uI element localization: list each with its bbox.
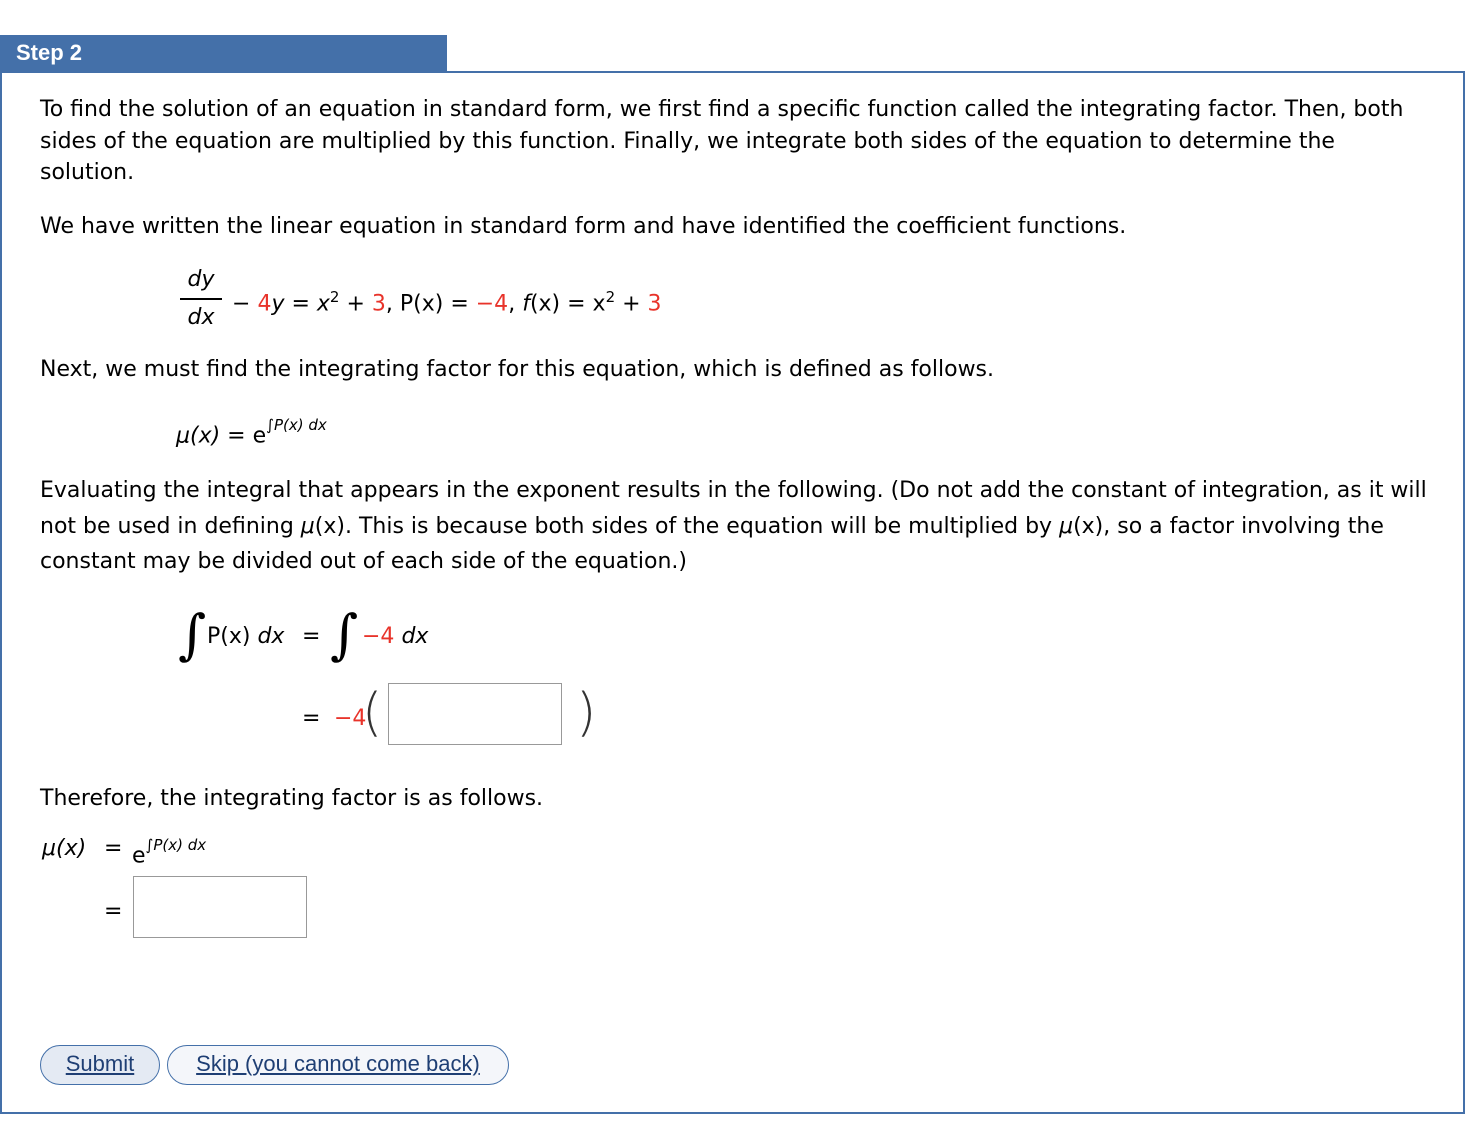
coefficient-value: 4 xyxy=(257,291,272,317)
factor-value: −4 xyxy=(334,706,367,731)
equals-e: = e xyxy=(220,423,267,449)
mu-final-rhs xyxy=(132,834,206,871)
next-paragraph: Next, we must find the integrating factor for this equation, which is defined as follows. xyxy=(40,357,995,382)
integral-rhs xyxy=(362,622,428,652)
integral-sign-icon: ∫ xyxy=(330,603,359,666)
integral-answer-input[interactable] xyxy=(388,683,562,745)
integral-lhs xyxy=(207,622,284,652)
separator: , xyxy=(508,291,523,317)
skip-button[interactable]: Skip (you cannot come back) xyxy=(167,1045,509,1085)
dx-label: dx xyxy=(257,624,285,649)
therefore-paragraph: Therefore, the integrating factor is as follows. xyxy=(40,786,544,811)
rhs-value: −4 xyxy=(362,624,395,649)
p-value: −4 xyxy=(475,291,509,317)
minus-sign: − xyxy=(232,291,251,317)
evaluate-text-b: (x). This is because both sides of the equation will be multiplied by xyxy=(314,513,1060,539)
fraction-denominator: dx xyxy=(187,305,215,330)
equals-sign: = xyxy=(104,836,123,861)
fraction-bar xyxy=(180,298,222,300)
equals-sign: = xyxy=(302,706,321,731)
p-of-x: P(x) xyxy=(207,624,258,649)
f-constant-value: 3 xyxy=(647,291,662,317)
fraction-numerator: dy xyxy=(187,267,215,292)
dy-dx-fraction xyxy=(180,264,222,334)
mu-final-exponent: ∫P(x) dx xyxy=(145,836,207,854)
exponent: 2 xyxy=(329,288,340,306)
mu-lhs: μ(x) xyxy=(176,423,221,449)
mu-final-lhs: μ(x) xyxy=(42,836,87,861)
plus-sign: + xyxy=(615,291,648,317)
open-paren: ( xyxy=(362,683,383,743)
close-paren: ) xyxy=(576,683,597,743)
equals-sign: = xyxy=(302,624,321,649)
mu-definition xyxy=(176,414,327,451)
standard-form-equation xyxy=(232,282,662,319)
e-base: e xyxy=(132,843,146,869)
f-label: f xyxy=(522,291,530,317)
evaluate-text-a: Evaluating the integral that appears in the exponent results in the following. (Do not add the constant of integration, as it will not be used in defining xyxy=(40,478,1427,539)
step-header: Step 2 xyxy=(0,35,447,71)
integrating-factor-input[interactable] xyxy=(133,876,307,938)
separator: , xyxy=(385,291,400,317)
exponent: 2 xyxy=(605,288,616,306)
f-args: (x) = x xyxy=(529,291,606,317)
mu-symbol: μ xyxy=(1059,513,1074,539)
y-equals-x: y = x xyxy=(271,291,330,317)
constant-value: 3 xyxy=(371,291,386,317)
equals-sign: = xyxy=(104,899,123,924)
integral-sign-icon: ∫ xyxy=(178,603,207,666)
mu-exponent: ∫P(x) dx xyxy=(266,416,327,434)
evaluate-text-c: (x), so a factor involving the constant may be divided out of each side of the equation.) xyxy=(40,513,1384,574)
dx-label: dx xyxy=(401,624,429,649)
coefficient-paragraph: We have written the linear equation in standard form and have identified the coefficient functions. xyxy=(40,214,1127,239)
intro-paragraph: To find the solution of an equation in standard form, we first find a specific function called the integrating factor. Then, both sides of the equation are multiplied by this function. Finally, we integrate both sides of the equation to determine the solution. xyxy=(40,97,1404,185)
p-label: P(x) = xyxy=(399,291,476,317)
submit-button[interactable]: Submit xyxy=(40,1045,160,1085)
mu-symbol: μ xyxy=(300,513,315,539)
plus-sign: + xyxy=(339,291,372,317)
evaluate-paragraph xyxy=(40,473,1435,580)
